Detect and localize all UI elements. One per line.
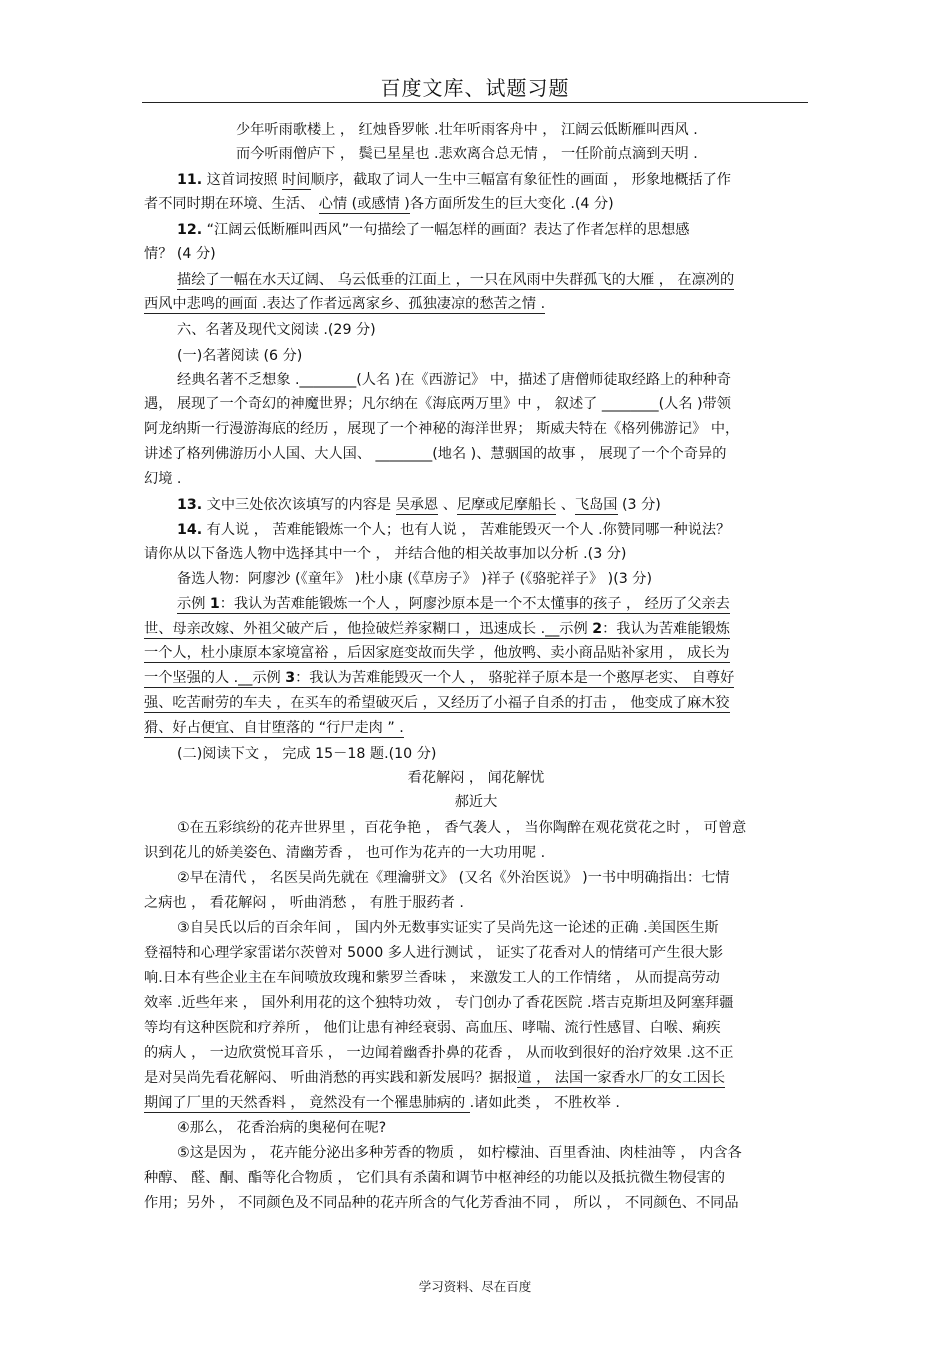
- example-number: 1: [209, 596, 220, 612]
- paragraph-line: 作用；另外 ， 不同颜色及不同品种的花卉所含的气化芳香油不同 ， 所以 ， 不同颜色、不同品: [144, 1195, 739, 1211]
- paragraph-line: 的病人 ， 一边欣赏悦耳音乐 ， 一边闻着幽香扑鼻的花香 ， 从而收到很好的治疗效果 .这不正: [144, 1045, 734, 1061]
- underlined-text: 道 ， 法国一家香水厂的女工因长: [517, 1070, 726, 1086]
- paragraph-line: 幻境 .: [144, 471, 182, 487]
- paragraph-line: 登福特和心理学家雷诺尔茨曾对 5000 多人进行测试 ， 证实了花香对人的情绪可产生很大影: [144, 945, 724, 961]
- question-14-line-1: [177, 520, 808, 540]
- subsection-1-title: (一)名著阅读 (6 分): [177, 348, 303, 364]
- answer-body: ：我认为苦难能锻炼: [602, 621, 730, 637]
- paragraph-line: 讲述了格列佛游历小人国、大人国、 ________(地名 )、慧骃国的故事 ， 展现了一个个奇异的: [144, 446, 727, 462]
- answer-text: 强、吃苦耐劳的车夫 ，在买车的希望破灭后 ，又经历了小福子自杀的打击 ， 他变成了麻木狡: [144, 695, 730, 711]
- question-number: 11.: [177, 172, 203, 188]
- answer-text: 飞岛国: [574, 497, 618, 513]
- example-number: 2: [592, 621, 603, 637]
- answer-text: [144, 621, 730, 639]
- separator: 、: [438, 497, 457, 513]
- answer-14-line-6: [144, 718, 808, 738]
- candidate-characters: 备选人物：阿廖沙 (《童年》 )杜小康 (《草房子》 )祥子 (《骆驼祥子》 )(3 分): [177, 571, 653, 587]
- underlined-text: 期闻了厂里的天然香料 ， 竟然没有一个罹患肺病的: [144, 1095, 470, 1111]
- answer-12-line-1: [177, 270, 808, 290]
- question-number: 12.: [177, 222, 203, 238]
- answer-14-line-3: [144, 643, 808, 663]
- question-text: 这首词按照: [202, 172, 283, 188]
- paragraph-line: ④那么， 花香治病的奥秘何在呢?: [177, 1120, 387, 1136]
- separator: 、: [556, 497, 575, 513]
- question-11-line-2: [144, 194, 808, 214]
- answer-body: ：我认为苦难能毁灭一个人 ， 骆驼祥子原本是一个憨厚老实、 自尊好: [295, 670, 735, 686]
- answer-text: 描绘了一幅在水天辽阔、 乌云低垂的江面上 ，一只在风雨中失群孤飞的大雁 ， 在凛冽的: [177, 272, 735, 288]
- answer-body: 世、母亲改嫁、外祖父破产后 ，他捡破烂养家糊口 ，迅速成长 .__示例: [144, 621, 593, 637]
- question-12-line-2: 情？ (4 分): [144, 246, 216, 262]
- answer-text: 时间: [282, 172, 311, 188]
- page-footer: 学习资料、尽在百度: [418, 1279, 532, 1294]
- paragraph-line: 等均有这种医院和疗养所 ， 他们让患有神经衰弱、高血压、哮喘、流行性感冒、白喉、痢疾: [144, 1020, 721, 1036]
- question-13: [177, 495, 808, 515]
- answer-14-line-1: [177, 594, 808, 614]
- paragraph-line: [144, 1068, 808, 1088]
- paragraph-line: ①在五彩缤纷的花卉世界里 ，百花争艳 ， 香气袭人 ， 当你陶醉在观花赏花之时 ， 可曾意: [177, 820, 747, 836]
- question-11-line-1: [177, 170, 808, 190]
- paragraph-line: 遇， 展现了一个奇幻的神魔世界；凡尔纳在《海底两万里》中 ， 叙述了 ________(人名 )带领: [144, 396, 731, 412]
- answer-body: 一个坚强的人 .__示例: [144, 670, 286, 686]
- question-text: 各方面所发生的巨大变化 .(4 分): [409, 196, 614, 212]
- answer-14-line-4: [144, 668, 808, 688]
- question-12-line-1: [177, 220, 808, 240]
- article-title: 看花解闷 ， 闻花解忧: [407, 770, 545, 786]
- section-6-title: 六、名著及现代文阅读 .(29 分): [177, 322, 376, 338]
- question-text: 有人说 ， 苦难能锻炼一个人；也有人说 ， 苦难能毁灭一个人 .你赞同哪一种说法？: [202, 522, 731, 538]
- paragraph-line: 响.日本有些企业主在车间喷放玫瑰和紫罗兰香味 ， 来激发工人的工作情绪 ， 从而提高劳动: [144, 970, 720, 986]
- answer-14-line-2: [144, 619, 808, 639]
- paragraph-line: 之病也 ， 看花解闷 ， 听曲消愁 ， 有胜于服药者 .: [144, 895, 464, 911]
- paragraph-line: 经典名著不乏想象 .________(人名 )在《西游记》 中，描述了唐僧师徒取经路上的种种奇: [177, 372, 732, 388]
- paragraph-line: ③自吴氏以后的百余年间 ， 国内外无数事实证实了吴尚先这一论述的正确 .美国医生斯: [177, 920, 719, 936]
- subsection-2-title: (二)阅读下文 ， 完成 15－18 题.(10 分): [177, 746, 437, 762]
- answer-12-line-2: [144, 294, 808, 314]
- answer-text: 尼摩或尼摩船长: [456, 497, 557, 513]
- question-text: 文中三处依次该填写的内容是: [202, 497, 396, 513]
- answer-text: 心情 (或感情 ): [318, 196, 410, 212]
- question-text: “江阔云低断雁叫西风”一句描绘了一幅怎样的画面？表达了作者怎样的思想感: [202, 222, 690, 238]
- answer-label: 示例: [177, 596, 210, 612]
- poem-line-1: 少年听雨歌楼上 ， 红烛昏罗帐 .壮年听雨客舟中 ， 江阔云低断雁叫西风 .: [236, 122, 698, 138]
- paragraph-line: 效率 .近些年来 ， 国外利用花的这个独特功效 ， 专门创办了香花医院 .塔吉克斯坦及阿塞拜疆: [144, 995, 734, 1011]
- question-number: 13.: [177, 497, 203, 513]
- paragraph-text: 是对吴尚先看花解闷、 听曲消愁的再实践和新发展吗？据报: [144, 1070, 518, 1086]
- paragraph-line: 识到花儿的娇美姿色、清幽芳香 ， 也可作为花卉的一大功用呢 .: [144, 845, 546, 861]
- paragraph-text: .诸如此类 ， 不胜枚举 .: [469, 1095, 620, 1111]
- answer-text: [144, 670, 734, 688]
- answer-text: 吴承恩: [395, 497, 439, 513]
- paragraph-line: 种醇、 醛、酮、酯等化合物质 ， 它们具有杀菌和调节中枢神经的功能以及抵抗微生物侵害的: [144, 1170, 726, 1186]
- answer-text: 西风中悲鸣的画面 .表达了作者远离家乡、孤独凄凉的愁苦之情 .: [144, 296, 546, 312]
- paragraph-line: [144, 1093, 808, 1113]
- answer-14-line-5: [144, 693, 808, 713]
- header-rule: [142, 102, 808, 103]
- answer-body: ：我认为苦难能锻炼一个人 ，阿廖沙原本是一个不太懂事的孩子 ， 经历了父亲去: [219, 596, 730, 612]
- example-number: 3: [285, 670, 296, 686]
- question-text: 者不同时期在环境、生活、: [144, 196, 319, 212]
- question-text: 顺序，截取了词人一生中三幅富有象征性的画面 ， 形象地概括了作: [310, 172, 731, 188]
- poem-line-2: 而今听雨僧庐下 ， 鬓已星星也 .悲欢离合总无情 ， 一任阶前点滴到天明 .: [236, 146, 698, 162]
- score: (3 分): [617, 497, 661, 513]
- answer-text: 猾、好占便宜、自甘堕落的 “行尸走肉 ” .: [144, 720, 404, 736]
- article-author: 郝近大: [454, 794, 498, 810]
- answer-text: 一个人，杜小康原本家境富裕 ，后因家庭变故而失学 ，他放鸭、卖小商品贴补家用 ， 成长为: [144, 645, 730, 661]
- question-number: 14.: [177, 522, 203, 538]
- paragraph-line: ②早在清代 ， 名医吴尚先就在《理瀹骈文》 (又名《外治医说》 )一书中明确指出：七情: [177, 870, 730, 886]
- answer-text: [177, 596, 730, 614]
- paragraph-line: 阿龙纳斯一行漫游海底的经历 ，展现了一个神秘的海洋世界； 斯威夫特在《格列佛游记》 中，: [144, 421, 740, 437]
- question-14-line-2: 请你从以下备选人物中选择其中一个 ， 并结合他的相关故事加以分析 .(3 分): [144, 546, 627, 562]
- paragraph-line: ⑤这是因为 ， 花卉能分泌出多种芳香的物质 ， 如柠檬油、百里香油、肉桂油等 ， 内含各: [177, 1145, 742, 1161]
- page-title: 百度文库、试题习题: [380, 76, 570, 100]
